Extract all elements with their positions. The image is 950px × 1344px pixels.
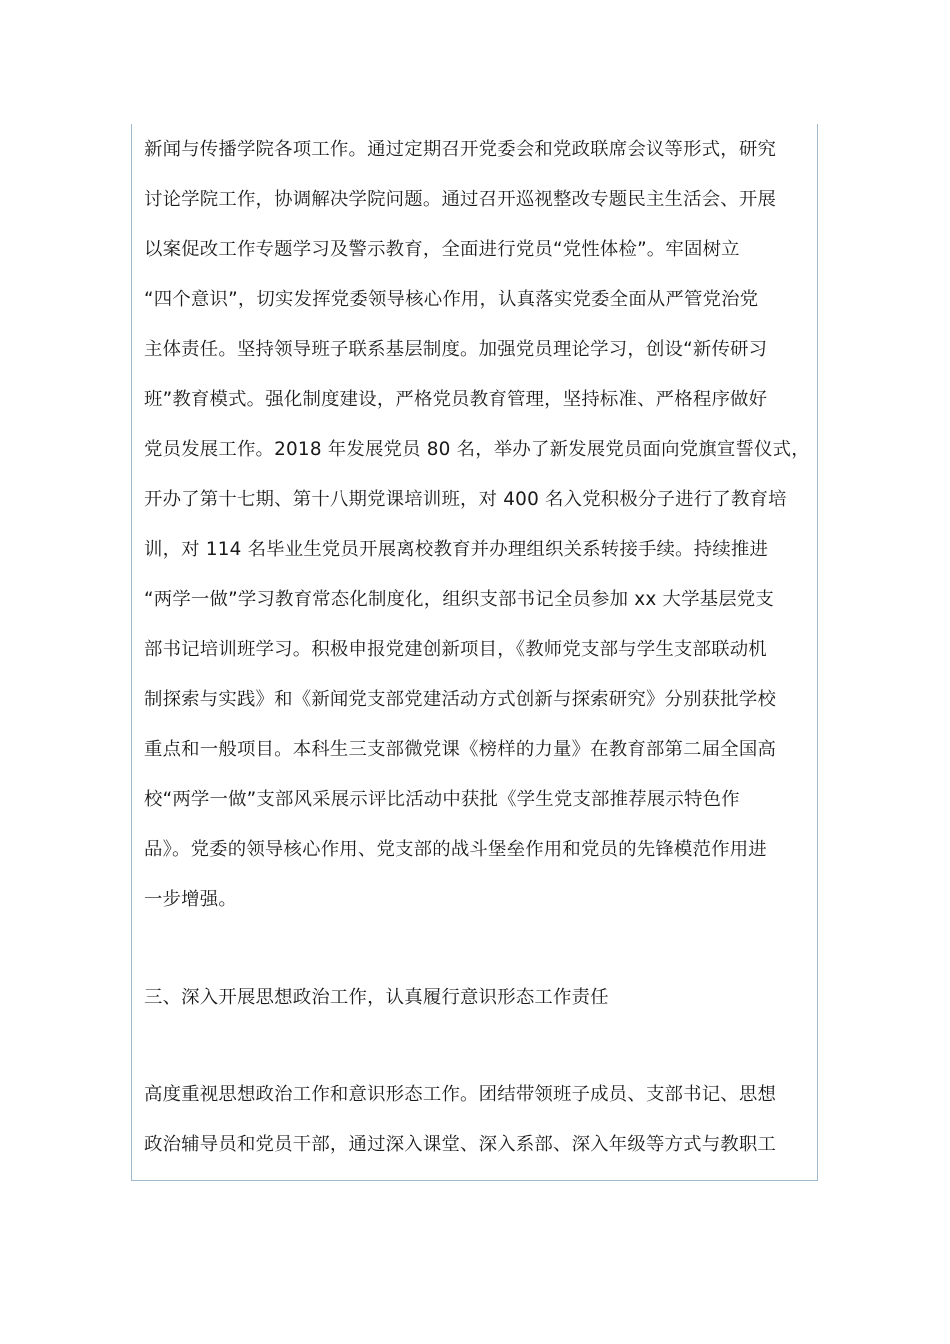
text-line: 部书记培训班学习。积极申报党建创新项目，《教师党支部与学生支部联动机 [144, 639, 767, 660]
text-line: 一步增强。 [144, 889, 237, 910]
text-line: 以案促改工作专题学习及警示教育，全面进行党员“党性体检”。牢固树立 [144, 239, 740, 260]
text-line: “四个意识”，切实发挥党委领导核心作用，认真落实党委全面从严管党治党 [144, 289, 759, 310]
text-line: 讨论学院工作，协调解决学院问题。通过召开巡视整改专题民主生活会、开展 [144, 189, 777, 210]
text-line: 新闻与传播学院各项工作。通过定期召开党委会和党政联席会议等形式，研究 [144, 139, 777, 160]
paragraph-1 [144, 124, 808, 925]
paragraph-2 [144, 1070, 776, 1170]
text-line: 重点和一般项目。本科生三支部微党课《榜样的力量》在教育部第二届全国高 [144, 739, 777, 760]
text-line: 主体责任。坚持领导班子联系基层制度。加强党员理论学习，创设“新传研习 [144, 339, 768, 360]
text-line: 训，对 114 名毕业生党员开展离校教育并办理组织关系转接手续。持续推进 [144, 539, 769, 560]
document-body [144, 124, 810, 1155]
text-line: 党员发展工作。2018 年发展党员 80 名，举办了新发展党员面向党旗宣誓仪式， [144, 439, 810, 460]
text-line: 品》。党委的领导核心作用、党支部的战斗堡垒作用和党员的先锋模范作用进 [144, 839, 767, 860]
section-heading [144, 973, 609, 1023]
text-line: 政治辅导员和党员干部，通过深入课堂、深入系部、深入年级等方式与教职工 [144, 1134, 777, 1155]
text-line: 高度重视思想政治工作和意识形态工作。团结带领班子成员、支部书记、思想 [144, 1084, 777, 1105]
heading-text: 三、深入开展思想政治工作，认真履行意识形态工作责任 [144, 987, 609, 1008]
text-line: 班”教育模式。强化制度建设，严格党员教育管理，坚持标准、严格程序做好 [144, 389, 768, 410]
text-line: 校“两学一做”支部风采展示评比活动中获批《学生党支部推荐展示特色作 [144, 789, 740, 810]
page-frame [131, 124, 818, 1181]
text-line: 制探索与实践》和《新闻党支部党建活动方式创新与探索研究》分别获批学校 [144, 689, 777, 710]
text-line: “两学一做”学习教育常态化制度化，组织支部书记全员参加 xx 大学基层党支 [144, 589, 775, 610]
text-line: 开办了第十七期、第十八期党课培训班，对 400 名入党积极分子进行了教育培 [144, 489, 787, 510]
